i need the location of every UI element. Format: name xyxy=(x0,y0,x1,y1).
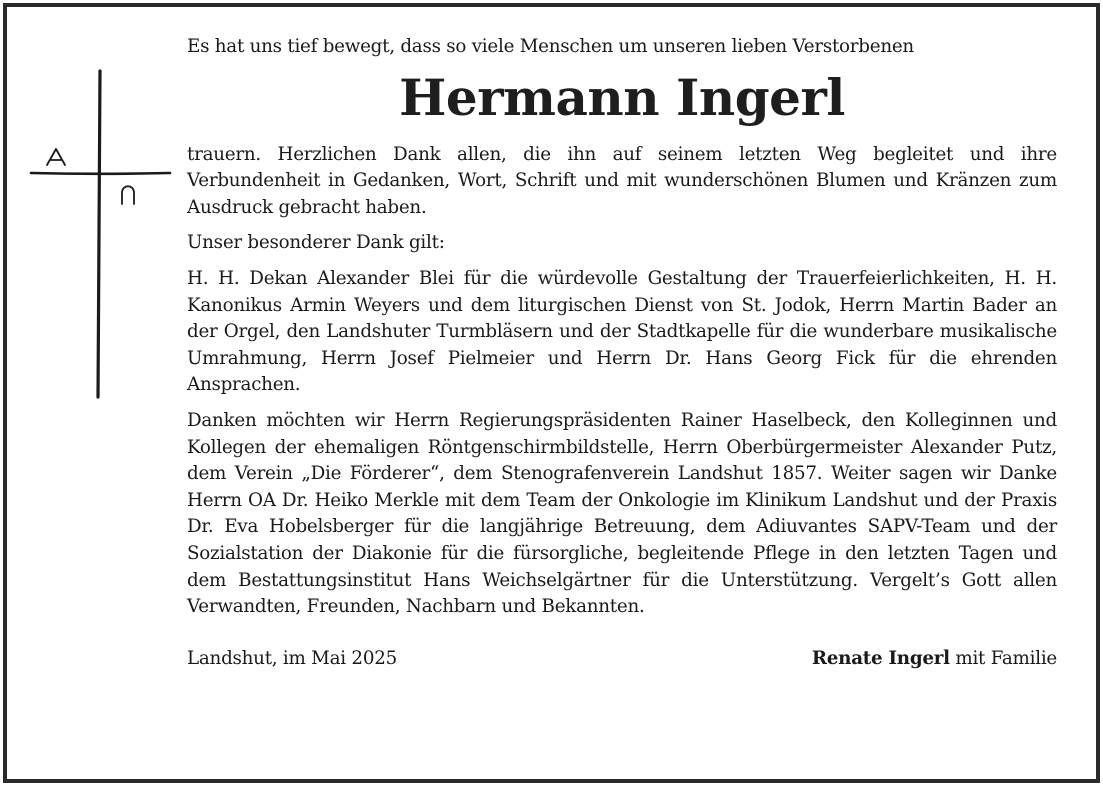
notice-frame xyxy=(3,3,1100,783)
cross-horizontal-line xyxy=(31,173,170,174)
signature-name: Renate Ingerl xyxy=(811,647,950,669)
deceased-name: Hermann Ingerl xyxy=(399,67,845,127)
signature-rest: mit Familie xyxy=(949,647,1057,669)
paragraph-special-thanks-heading: Unser besonderer Dank gilt: xyxy=(187,232,445,254)
omega-letter xyxy=(122,186,134,204)
cross-alpha-omega-icon xyxy=(25,65,175,405)
paragraph-clergy-thanks: H. H. Dekan Alexander Blei für die würdevolle Gestaltung der Trauerfeierlichkeiten, H. H. Kanonikus Armin Weyers und dem liturgischen Dienst von St. Jodok, Herrn Martin Bader an der Orgel, den Landshuter Turmbläsern und der Stadtkapelle für die wunderbare musikalische Umrahmung, Herrn Josef Pielmeier und Herrn Dr. Hans Georg Fick für die ehrenden Ansprachen. xyxy=(187,267,1057,396)
paragraph-thanks: trauern. Herzlichen Dank allen, die ihn auf seinem letzten Weg begleitet und ihre Verbundenheit in Gedanken, Wort, Schrift und mit wunderschönen Blumen und Kränzen zum Ausdruck gebracht haben. xyxy=(187,143,1057,218)
paragraph-further-thanks: Danken möchten wir Herrn Regierungspräsidenten Rainer Haselbeck, den Kolleginnen und Kollegen der ehemaligen Röntgenschirmbildstelle, Herrn Oberbürgermeister Alexander Putz, dem Verein „Die Förderer“, dem Stenografenverein Landshut 1857. Weiter sagen wir Danke Herrn OA Dr. Heiko Merkle mit dem Team der Onkologie im Klinikum Landshut und der Praxis Dr. Eva Hobelsberger für die langjährige Betreuung, dem Adiuvantes SAPV-Team und der Sozialstation der Diakonie für die fürsorgliche, begleitende Pflege in den letzten Tagen und dem Bestattungsinstitut Hans Weichselgärtner für die Unterstützung. Vergelt’s Gott allen Verwandten, Freunden, Nachbarn und Bekannten. xyxy=(187,409,1057,618)
place-date: Landshut, im Mai 2025 xyxy=(187,647,397,669)
cross-vertical-line xyxy=(98,71,100,397)
signature xyxy=(812,646,1057,673)
notice-content xyxy=(187,34,1057,672)
notice-footer xyxy=(187,646,1057,673)
alpha-letter xyxy=(47,149,65,165)
intro-line: Es hat uns tief bewegt, dass so viele Menschen um unseren lieben Verstorbenen xyxy=(187,36,914,57)
